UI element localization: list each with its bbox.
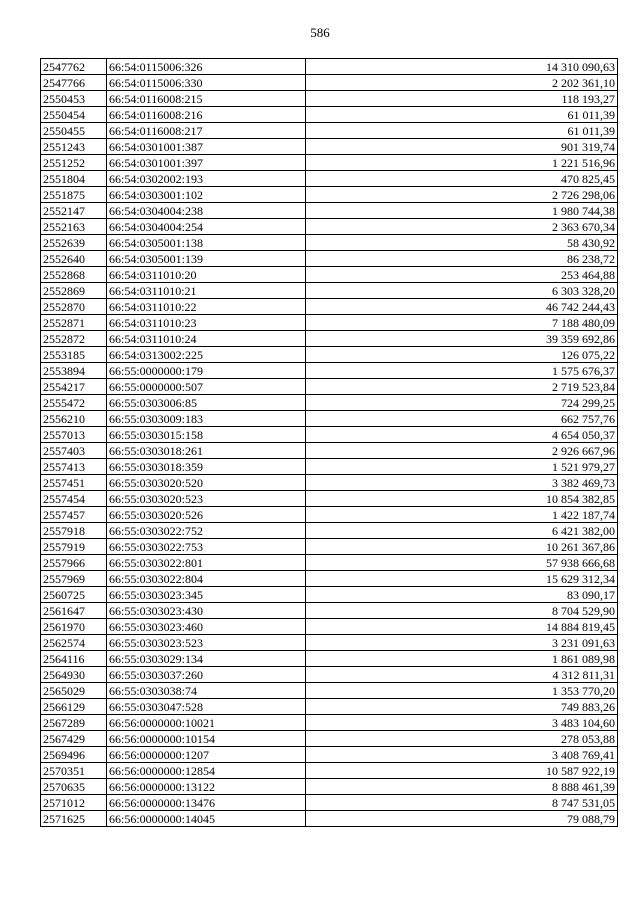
cadastral-number-cell: 66:55:0303018:359 <box>107 459 306 475</box>
cadastral-number-cell: 66:55:0303020:523 <box>107 491 306 507</box>
record-id-cell: 2555472 <box>41 395 107 411</box>
table-row <box>41 587 618 603</box>
cadastral-number-cell: 66:54:0301001:387 <box>107 139 306 155</box>
record-id-cell: 2551875 <box>41 187 107 203</box>
cadastral-value-cell: 2 719 523,84 <box>306 379 618 395</box>
record-id-cell: 2552870 <box>41 299 107 315</box>
cadastral-number-cell: 66:54:0116008:216 <box>107 107 306 123</box>
cadastral-number-cell: 66:55:0303020:520 <box>107 475 306 491</box>
cadastral-value-cell: 14 310 090,63 <box>306 59 618 75</box>
record-id-cell: 2557966 <box>41 555 107 571</box>
cadastral-number-cell: 66:56:0000000:12854 <box>107 763 306 779</box>
table-row <box>41 171 618 187</box>
table-row <box>41 443 618 459</box>
cadastral-number-cell: 66:55:0303038:74 <box>107 683 306 699</box>
record-id-cell: 2565029 <box>41 683 107 699</box>
table-row <box>41 331 618 347</box>
table-row <box>41 283 618 299</box>
table-row <box>41 427 618 443</box>
table-row <box>41 507 618 523</box>
cadastral-number-cell: 66:54:0304004:254 <box>107 219 306 235</box>
table-row <box>41 779 618 795</box>
cadastral-number-cell: 66:55:0303022:753 <box>107 539 306 555</box>
record-id-cell: 2552640 <box>41 251 107 267</box>
table-row <box>41 123 618 139</box>
table-row <box>41 315 618 331</box>
cadastral-number-cell: 66:56:0000000:13122 <box>107 779 306 795</box>
cadastral-value-cell: 2 726 298,06 <box>306 187 618 203</box>
cadastral-number-cell: 66:54:0305001:138 <box>107 235 306 251</box>
cadastral-number-cell: 66:54:0311010:24 <box>107 331 306 347</box>
cadastral-value-cell: 2 363 670,34 <box>306 219 618 235</box>
cadastral-value-cell: 39 359 692,86 <box>306 331 618 347</box>
record-id-cell: 2552147 <box>41 203 107 219</box>
table-row <box>41 203 618 219</box>
cadastral-number-cell: 66:56:0000000:10154 <box>107 731 306 747</box>
cadastral-number-cell: 66:55:0303020:526 <box>107 507 306 523</box>
table-row <box>41 603 618 619</box>
cadastral-number-cell: 66:56:0000000:1207 <box>107 747 306 763</box>
cadastral-value-cell: 724 299,25 <box>306 395 618 411</box>
record-id-cell: 2567429 <box>41 731 107 747</box>
table-row <box>41 155 618 171</box>
record-id-cell: 2564930 <box>41 667 107 683</box>
table-row <box>41 411 618 427</box>
record-id-cell: 2550454 <box>41 107 107 123</box>
record-id-cell: 2567289 <box>41 715 107 731</box>
cadastral-value-cell: 10 854 382,85 <box>306 491 618 507</box>
cadastral-number-cell: 66:55:0303047:528 <box>107 699 306 715</box>
cadastral-number-cell: 66:56:0000000:13476 <box>107 795 306 811</box>
cadastral-value-cell: 61 011,39 <box>306 123 618 139</box>
cadastral-number-cell: 66:54:0115006:326 <box>107 59 306 75</box>
cadastral-number-cell: 66:54:0313002:225 <box>107 347 306 363</box>
record-id-cell: 2561970 <box>41 619 107 635</box>
table-row <box>41 299 618 315</box>
table-row <box>41 395 618 411</box>
cadastral-value-cell: 1 861 089,98 <box>306 651 618 667</box>
cadastral-value-cell: 57 938 666,68 <box>306 555 618 571</box>
table-row <box>41 715 618 731</box>
record-id-cell: 2566129 <box>41 699 107 715</box>
cadastral-value-cell: 3 483 104,60 <box>306 715 618 731</box>
record-id-cell: 2570635 <box>41 779 107 795</box>
cadastral-number-cell: 66:54:0304004:238 <box>107 203 306 219</box>
table-row <box>41 731 618 747</box>
table-row <box>41 267 618 283</box>
cadastral-value-cell: 58 430,92 <box>306 235 618 251</box>
record-id-cell: 2552871 <box>41 315 107 331</box>
cadastral-number-cell: 66:55:0303006:85 <box>107 395 306 411</box>
cadastral-number-cell: 66:55:0000000:179 <box>107 363 306 379</box>
cadastral-value-cell: 2 926 667,96 <box>306 443 618 459</box>
cadastral-number-cell: 66:55:0303023:430 <box>107 603 306 619</box>
cadastral-number-cell: 66:54:0115006:330 <box>107 75 306 91</box>
cadastral-number-cell: 66:56:0000000:14045 <box>107 811 306 827</box>
table-row <box>41 795 618 811</box>
cadastral-number-cell: 66:54:0303001:102 <box>107 187 306 203</box>
record-id-cell: 2556210 <box>41 411 107 427</box>
record-id-cell: 2557454 <box>41 491 107 507</box>
cadastral-number-cell: 66:55:0000000:507 <box>107 379 306 395</box>
cadastral-value-cell: 4 654 050,37 <box>306 427 618 443</box>
registry-table-body <box>41 59 618 827</box>
cadastral-value-cell: 118 193,27 <box>306 91 618 107</box>
record-id-cell: 2552872 <box>41 331 107 347</box>
table-row <box>41 699 618 715</box>
record-id-cell: 2557413 <box>41 459 107 475</box>
cadastral-number-cell: 66:55:0303022:804 <box>107 571 306 587</box>
record-id-cell: 2552163 <box>41 219 107 235</box>
table-row <box>41 683 618 699</box>
record-id-cell: 2547766 <box>41 75 107 91</box>
record-id-cell: 2557918 <box>41 523 107 539</box>
cadastral-value-cell: 749 883,26 <box>306 699 618 715</box>
record-id-cell: 2552868 <box>41 267 107 283</box>
record-id-cell: 2552869 <box>41 283 107 299</box>
cadastral-value-cell: 14 884 819,45 <box>306 619 618 635</box>
cadastral-number-cell: 66:54:0311010:21 <box>107 283 306 299</box>
cadastral-value-cell: 15 629 312,34 <box>306 571 618 587</box>
table-row <box>41 475 618 491</box>
cadastral-value-cell: 278 053,88 <box>306 731 618 747</box>
cadastral-value-cell: 3 231 091,63 <box>306 635 618 651</box>
cadastral-number-cell: 66:55:0303022:752 <box>107 523 306 539</box>
cadastral-number-cell: 66:54:0311010:22 <box>107 299 306 315</box>
cadastral-value-cell: 1 422 187,74 <box>306 507 618 523</box>
table-row <box>41 667 618 683</box>
record-id-cell: 2561647 <box>41 603 107 619</box>
table-row <box>41 235 618 251</box>
cadastral-value-cell: 1 521 979,27 <box>306 459 618 475</box>
table-row <box>41 491 618 507</box>
table-row <box>41 747 618 763</box>
table-row <box>41 107 618 123</box>
record-id-cell: 2560725 <box>41 587 107 603</box>
table-row <box>41 59 618 75</box>
record-id-cell: 2564116 <box>41 651 107 667</box>
page-number: 586 <box>310 25 330 40</box>
cadastral-value-cell: 1 575 676,37 <box>306 363 618 379</box>
table-row <box>41 219 618 235</box>
record-id-cell: 2554217 <box>41 379 107 395</box>
record-id-cell: 2551243 <box>41 139 107 155</box>
table-row <box>41 635 618 651</box>
cadastral-number-cell: 66:55:0303015:158 <box>107 427 306 443</box>
record-id-cell: 2571012 <box>41 795 107 811</box>
cadastral-number-cell: 66:54:0311010:23 <box>107 315 306 331</box>
table-row <box>41 75 618 91</box>
table-row <box>41 91 618 107</box>
cadastral-value-cell: 86 238,72 <box>306 251 618 267</box>
cadastral-value-cell: 3 382 469,73 <box>306 475 618 491</box>
table-row <box>41 139 618 155</box>
record-id-cell: 2570351 <box>41 763 107 779</box>
record-id-cell: 2551252 <box>41 155 107 171</box>
cadastral-value-cell: 3 408 769,41 <box>306 747 618 763</box>
cadastral-number-cell: 66:56:0000000:10021 <box>107 715 306 731</box>
cadastral-number-cell: 66:55:0303009:183 <box>107 411 306 427</box>
cadastral-value-cell: 6 421 382,00 <box>306 523 618 539</box>
cadastral-number-cell: 66:54:0116008:215 <box>107 91 306 107</box>
table-row <box>41 187 618 203</box>
table-row <box>41 555 618 571</box>
cadastral-number-cell: 66:54:0311010:20 <box>107 267 306 283</box>
record-id-cell: 2553185 <box>41 347 107 363</box>
cadastral-number-cell: 66:55:0303022:801 <box>107 555 306 571</box>
record-id-cell: 2562574 <box>41 635 107 651</box>
cadastral-value-cell: 6 303 328,20 <box>306 283 618 299</box>
cadastral-number-cell: 66:54:0302002:193 <box>107 171 306 187</box>
cadastral-value-cell: 61 011,39 <box>306 107 618 123</box>
cadastral-value-cell: 470 825,45 <box>306 171 618 187</box>
table-row <box>41 347 618 363</box>
cadastral-value-cell: 10 261 367,86 <box>306 539 618 555</box>
cadastral-value-cell: 2 202 361,10 <box>306 75 618 91</box>
registry-table <box>40 58 618 827</box>
cadastral-number-cell: 66:55:0303023:345 <box>107 587 306 603</box>
cadastral-value-cell: 1 980 744,38 <box>306 203 618 219</box>
table-row <box>41 763 618 779</box>
table-row <box>41 251 618 267</box>
record-id-cell: 2557403 <box>41 443 107 459</box>
cadastral-value-cell: 8 888 461,39 <box>306 779 618 795</box>
record-id-cell: 2552639 <box>41 235 107 251</box>
cadastral-number-cell: 66:55:0303029:134 <box>107 651 306 667</box>
record-id-cell: 2557451 <box>41 475 107 491</box>
table-row <box>41 539 618 555</box>
record-id-cell: 2551804 <box>41 171 107 187</box>
table-row <box>41 523 618 539</box>
record-id-cell: 2553894 <box>41 363 107 379</box>
cadastral-number-cell: 66:54:0305001:139 <box>107 251 306 267</box>
table-row <box>41 651 618 667</box>
record-id-cell: 2547762 <box>41 59 107 75</box>
cadastral-value-cell: 83 090,17 <box>306 587 618 603</box>
table-row <box>41 619 618 635</box>
table-row <box>41 363 618 379</box>
record-id-cell: 2550453 <box>41 91 107 107</box>
cadastral-value-cell: 662 757,76 <box>306 411 618 427</box>
record-id-cell: 2557457 <box>41 507 107 523</box>
cadastral-value-cell: 901 319,74 <box>306 139 618 155</box>
table-row <box>41 811 618 827</box>
cadastral-value-cell: 79 088,79 <box>306 811 618 827</box>
cadastral-value-cell: 8 747 531,05 <box>306 795 618 811</box>
cadastral-number-cell: 66:55:0303023:460 <box>107 619 306 635</box>
cadastral-number-cell: 66:55:0303018:261 <box>107 443 306 459</box>
record-id-cell: 2569496 <box>41 747 107 763</box>
cadastral-value-cell: 7 188 480,09 <box>306 315 618 331</box>
cadastral-number-cell: 66:54:0116008:217 <box>107 123 306 139</box>
cadastral-number-cell: 66:54:0301001:397 <box>107 155 306 171</box>
cadastral-value-cell: 1 353 770,20 <box>306 683 618 699</box>
table-row <box>41 571 618 587</box>
cadastral-value-cell: 10 587 922,19 <box>306 763 618 779</box>
cadastral-value-cell: 1 221 516,96 <box>306 155 618 171</box>
record-id-cell: 2550455 <box>41 123 107 139</box>
cadastral-value-cell: 4 312 811,31 <box>306 667 618 683</box>
cadastral-value-cell: 8 704 529,90 <box>306 603 618 619</box>
cadastral-value-cell: 46 742 244,43 <box>306 299 618 315</box>
cadastral-number-cell: 66:55:0303037:260 <box>107 667 306 683</box>
cadastral-value-cell: 253 464,88 <box>306 267 618 283</box>
table-row <box>41 459 618 475</box>
cadastral-number-cell: 66:55:0303023:523 <box>107 635 306 651</box>
table-row <box>41 379 618 395</box>
record-id-cell: 2557919 <box>41 539 107 555</box>
cadastral-value-cell: 126 075,22 <box>306 347 618 363</box>
record-id-cell: 2557969 <box>41 571 107 587</box>
record-id-cell: 2571625 <box>41 811 107 827</box>
record-id-cell: 2557013 <box>41 427 107 443</box>
